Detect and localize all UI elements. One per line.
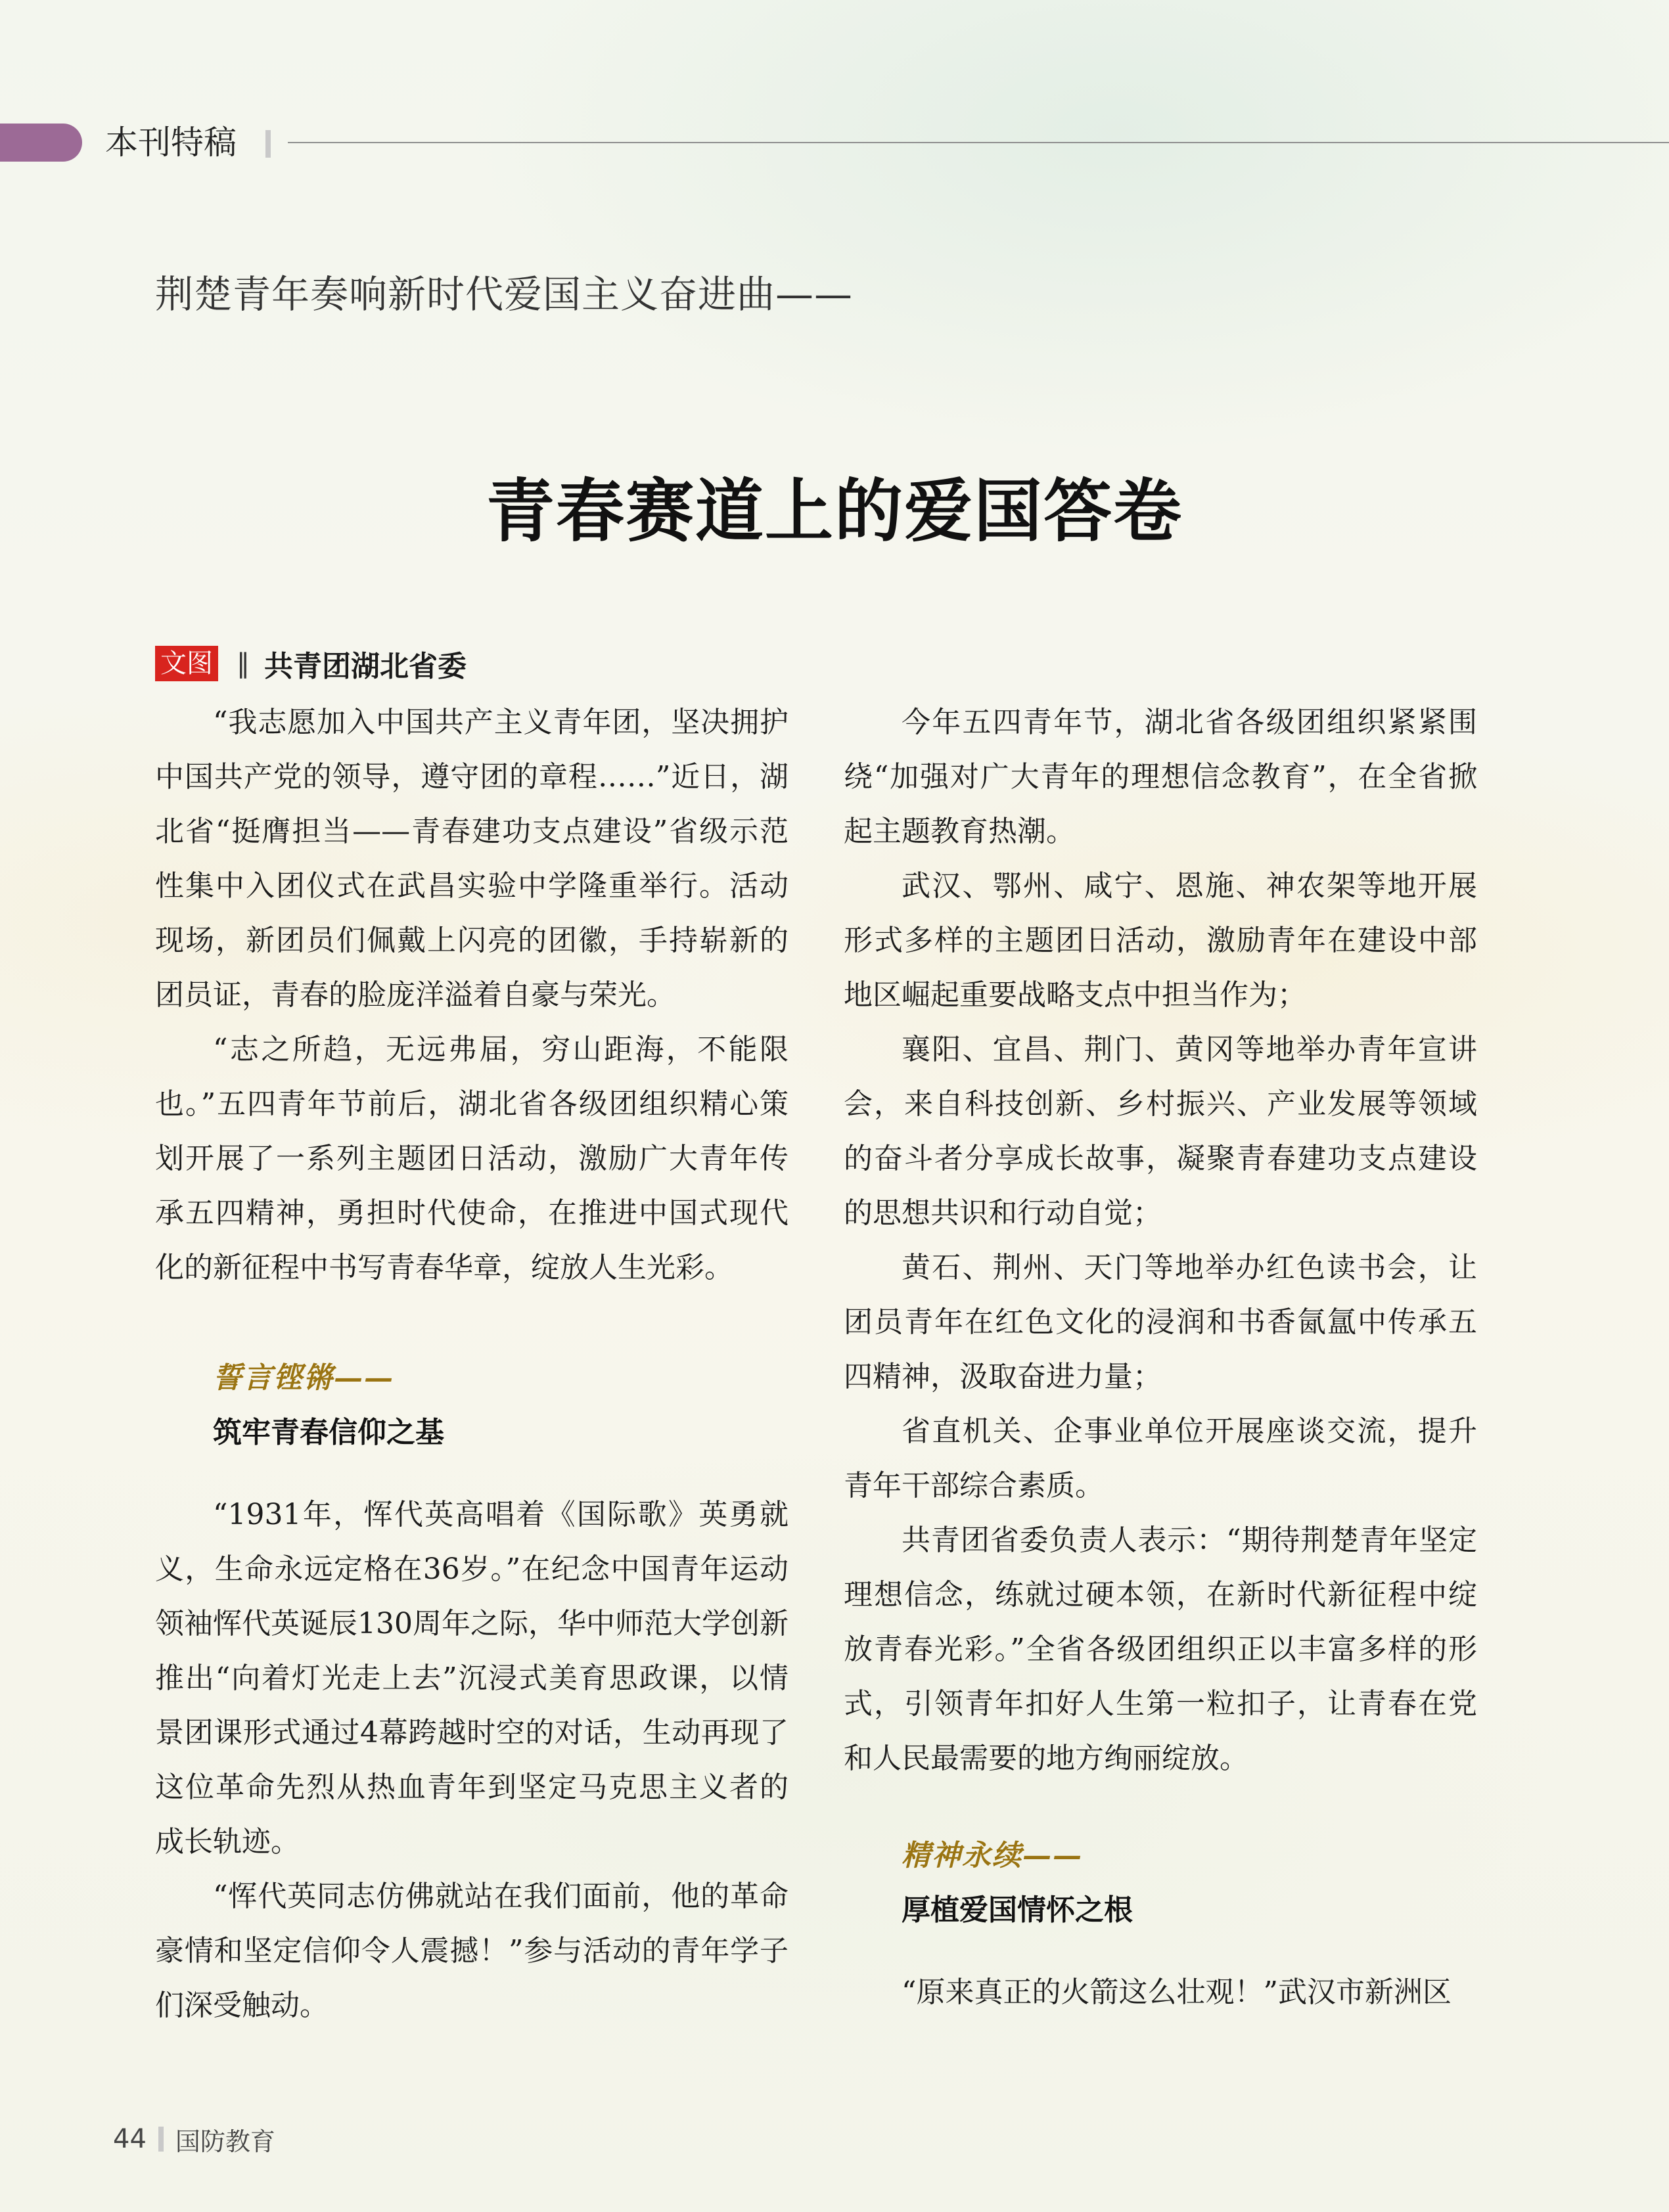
paragraph: “1931年，恽代英高唱着《国际歌》英勇就义，生命永远定格在36岁。”在纪念中国青年运动领袖恽代英诞辰130周年之际，华中师范大学创新推出“向着灯光走上去”沉浸式美育思政课，以情景团课形式通过4幕跨越时空的对话，生动再现了这位革命先烈从热血青年到坚定马克思主义者的成长轨迹。 xyxy=(155,1498,789,1859)
section-kicker: 誓言铿锵—— xyxy=(213,1361,394,1395)
page-number: 44 xyxy=(113,2124,147,2154)
magazine-name: 国防教育 xyxy=(175,2127,275,2156)
paragraph: 省直机关、企事业单位开展座谈交流，提升青年干部综合素质。 xyxy=(844,1414,1477,1502)
paragraph: “原来真正的火箭这么壮观！”武汉市新洲区 xyxy=(902,1975,1452,2009)
byline-author: 共青团湖北省委 xyxy=(264,650,467,683)
paragraph: “志之所趋，无远弗届，穷山距海，不能限也。”五四青年节前后，湖北省各级团组织精心策划开展了一系列主题团日活动，激励广大青年传承五四精神，勇担时代使命，在推进中国式现代化的新征程中书写青春华章，绽放人生光彩。 xyxy=(155,1033,789,1284)
header-rule xyxy=(288,142,1669,143)
section-heading: 筑牢青春信仰之基 xyxy=(213,1416,444,1449)
article-column-right xyxy=(844,695,1477,2020)
byline-separator: ‖ xyxy=(237,648,250,679)
paragraph: “我志愿加入中国共产主义青年团，坚决拥护中国共产党的领导，遵守团的章程……”近日，湖北省“挺膺担当——青春建功支点建设”省级示范性集中入团仪式在武昌实验中学隆重举行。活动现场，新团员们佩戴上闪亮的团徽，手持崭新的团员证，青春的脸庞洋溢着自豪与荣光。 xyxy=(155,706,789,1012)
paragraph: 武汉、鄂州、咸宁、恩施、神农架等地开展形式多样的主题团日活动，激励青年在建设中部地区崛起重要战略支点中担当作为； xyxy=(844,869,1477,1012)
paragraph: 共青团省委负责人表示：“期待荆楚青年坚定理想信念，练就过硬本领，在新时代新征程中绽放青春光彩。”全省各级团组织正以丰富多样的形式，引领青年扣好人生第一粒扣子，让青春在党和人民最需要的地方绚丽绽放。 xyxy=(844,1524,1477,1775)
article-column-left xyxy=(155,695,789,2033)
section-label: 本刊特稿 xyxy=(105,124,237,162)
paragraph: 襄阳、宜昌、荆门、黄冈等地举办青年宣讲会，来自科技创新、乡村振兴、产业发展等领域的奋斗者分享成长故事，凝聚青春建功支点建设的思想共识和行动自觉； xyxy=(844,1033,1477,1230)
article-title: 青春赛道上的爱国答卷 xyxy=(486,471,1183,551)
byline xyxy=(155,644,467,683)
paragraph: “恽代英同志仿佛就站在我们面前，他的革命豪情和坚定信仰令人震撼！”参与活动的青年学子们深受触动。 xyxy=(155,1880,789,2022)
section-kicker: 精神永续—— xyxy=(902,1839,1083,1872)
page-footer xyxy=(113,2121,275,2157)
section-divider xyxy=(265,130,271,158)
byline-tag: 文图 xyxy=(155,646,218,681)
paragraph: 黄石、荆州、天门等地举办红色读书会，让团员青年在红色文化的浸润和书香氤氲中传承五四精神，汲取奋进力量； xyxy=(844,1251,1477,1393)
section-heading: 厚植爱国情怀之根 xyxy=(902,1893,1133,1927)
paragraph: 今年五四青年节，湖北省各级团组织紧紧围绕“加强对广大青年的理想信念教育”，在全省掀起主题教育热潮。 xyxy=(844,706,1477,848)
section-marker xyxy=(0,124,82,162)
article-pretitle: 荆楚青年奏响新时代爱国主义奋进曲—— xyxy=(155,272,854,317)
footer-divider xyxy=(158,2127,164,2152)
